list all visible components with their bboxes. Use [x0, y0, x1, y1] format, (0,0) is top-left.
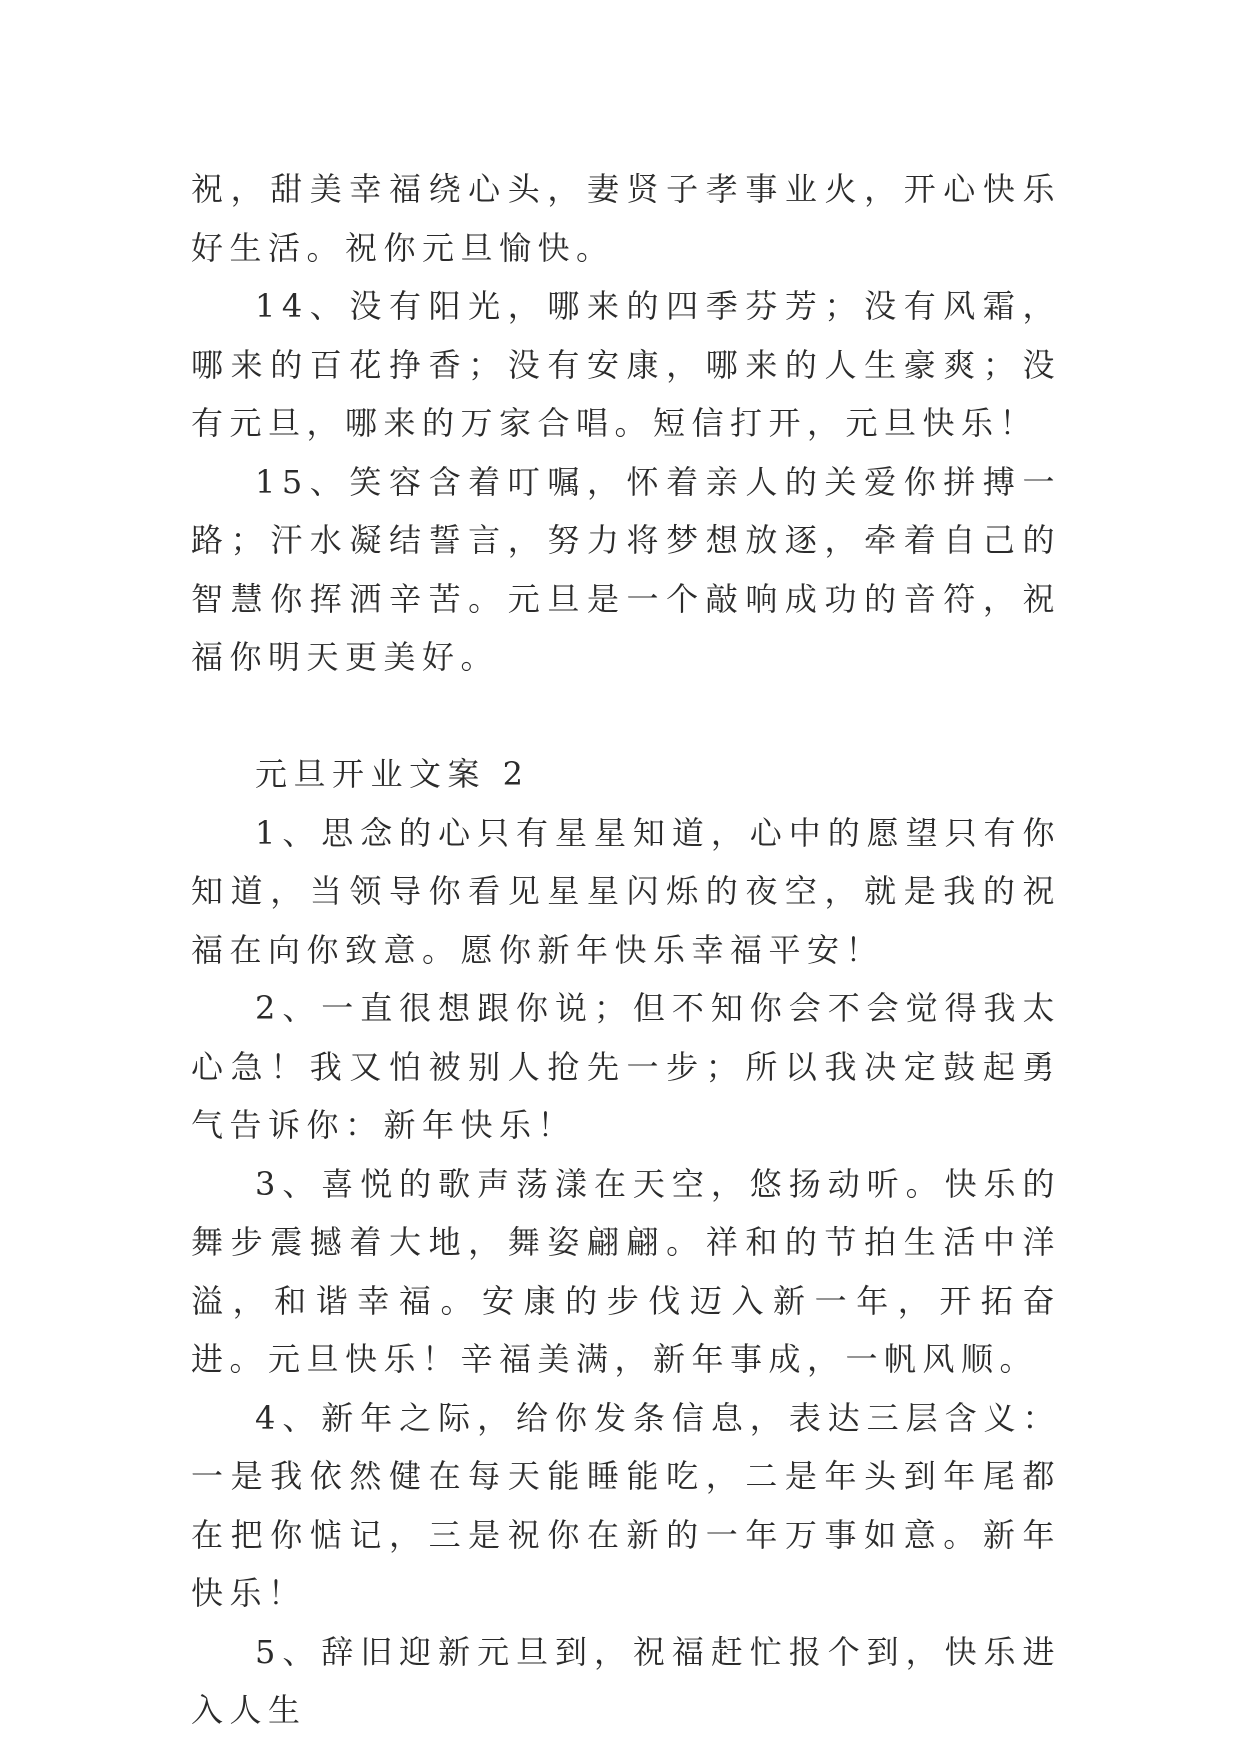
list-item-1: 1、思念的心只有星星知道，心中的愿望只有你知道，当领导你看见星星闪烁的夜空，就是我的祝福在向你致意。愿你新年快乐幸福平安！: [191, 813, 1061, 969]
list-item-3: 3、喜悦的歌声荡漾在天空，悠扬动听。快乐的舞步震撼着大地，舞姿翩翩。祥和的节拍生活中洋溢，和谐幸福。安康的步伐迈入新一年，开拓奋进。元旦快乐！辛福美满，新年事成，一帆风顺。: [191, 1164, 1061, 1378]
section-heading: 元旦开业文案 2: [255, 755, 530, 793]
list-item-14: 14、没有阳光，哪来的四季芬芳；没有风霜，哪来的百花挣香；没有安康，哪来的人生豪爽；没有元旦，哪来的万家合唱。短信打开，元旦快乐！: [191, 287, 1061, 442]
list-item-5: 5、辞旧迎新元旦到，祝福赶忙报个到，快乐进入人生: [191, 1632, 1061, 1729]
paragraph-continuation: 祝，甜美幸福绕心头，妻贤子孝事业火，开心快乐好生活。祝你元旦愉快。: [191, 170, 1061, 267]
list-item-2: 2、一直很想跟你说；但不知你会不会觉得我太心急！我又怕被别人抢先一步；所以我决定鼓起勇气告诉你：新年快乐！: [191, 989, 1061, 1144]
blank-line: [191, 687, 1061, 746]
document-body: [191, 160, 1061, 1740]
list-item-4: 4、新年之际，给你发条信息，表达三层含义：一是我依然健在每天能睡能吃，二是年头到年尾都在把你惦记，三是祝你在新的一年万事如意。新年快乐！: [191, 1398, 1061, 1612]
list-item-15: 15、笑容含着叮嘱，怀着亲人的关爱你拼搏一路；汗水凝结誓言，努力将梦想放逐，牵着自己的智慧你挥洒辛苦。元旦是一个敲响成功的音符，祝福你明天更美好。: [191, 462, 1061, 676]
